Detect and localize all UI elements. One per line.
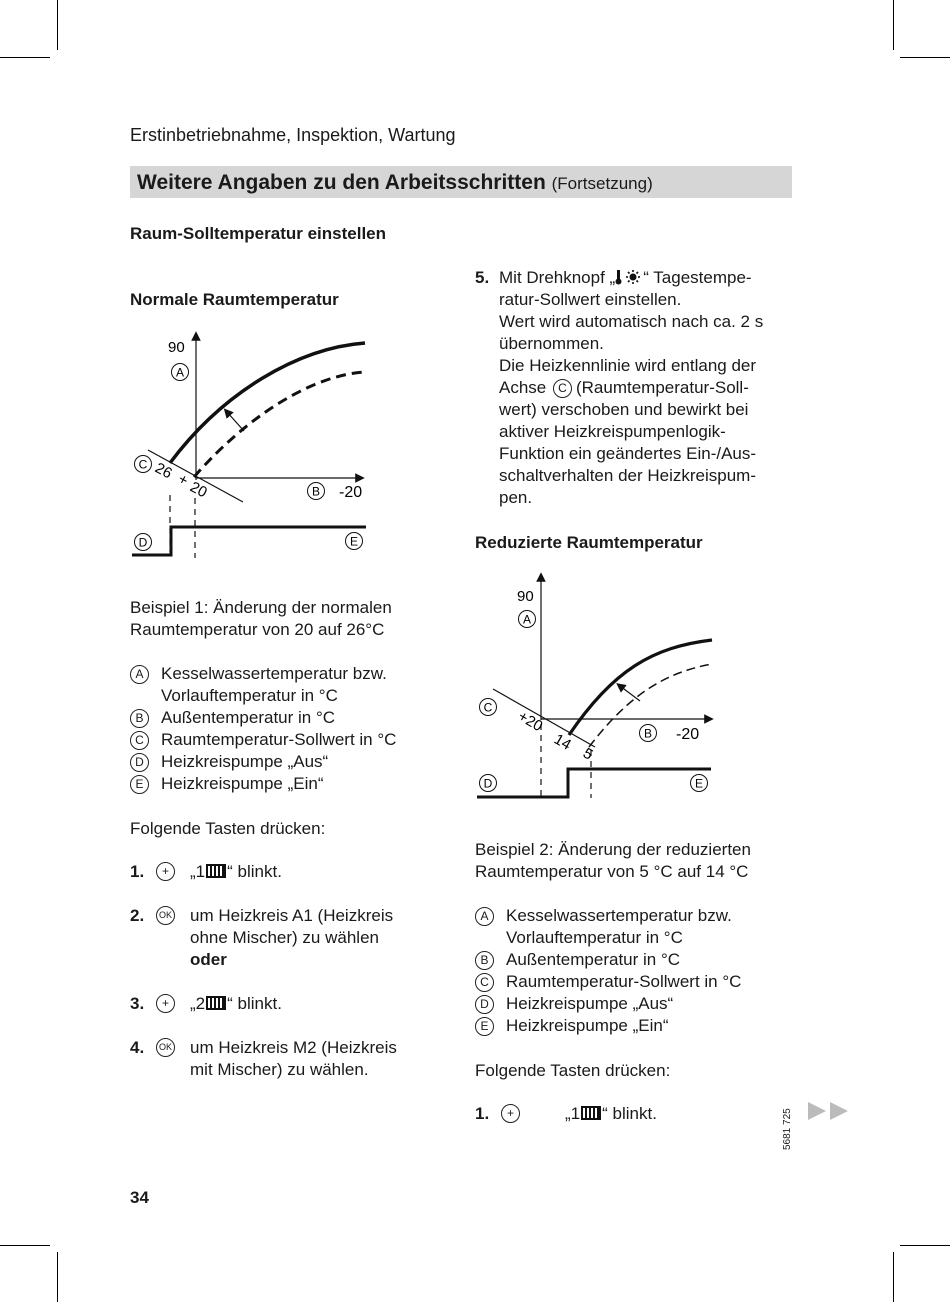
curve-new: [170, 343, 365, 463]
example-2: Beispiel 2: Änderung der reduzierten Raumtemperatur von 5 °C auf 14 °C: [475, 840, 751, 881]
marker-D: [480, 775, 497, 792]
crop-mark: [57, 1252, 58, 1302]
svg-text:E: E: [349, 534, 359, 549]
c-label-5: 5: [580, 744, 596, 764]
legend-item: D Heizkreispumpe „Aus“: [475, 993, 741, 1015]
step-1-right: 1. + „1 “ blinkt.: [475, 1104, 657, 1123]
crop-mark: [893, 1252, 894, 1302]
example-1: Beispiel 1: Änderung der normalen Raumtemperatur von 20 auf 26°C: [130, 598, 392, 639]
keys-heading-left: Folgende Tasten drücken:: [130, 819, 326, 838]
svg-text:A: A: [522, 612, 532, 627]
legend-item: E Heizkreispumpe „Ein“: [475, 1015, 741, 1037]
crop-mark: [900, 1245, 950, 1246]
crop-mark: [900, 57, 950, 58]
marker-E: [346, 533, 363, 550]
document-code: 5681 725: [782, 1108, 793, 1150]
marker-C-inline: C: [553, 379, 572, 398]
marker-A: [172, 364, 189, 381]
svg-text:C: C: [483, 700, 493, 715]
legend-item: D Heizkreispumpe „Aus“: [130, 751, 396, 773]
c-label-14: 14: [551, 730, 574, 754]
x-min-label: -20: [339, 484, 363, 501]
svg-text:E: E: [694, 776, 704, 791]
svg-text:B: B: [643, 726, 653, 741]
radiator-icon: [206, 996, 226, 1010]
pump-line: [477, 769, 711, 797]
ok-key-icon: OK: [156, 906, 175, 925]
step-3-left: 3. + „2 “ blinkt.: [130, 994, 282, 1013]
legend-item: A Kesselwassertemperatur bzw. Vorlauftemperatur in °C: [475, 905, 741, 949]
step-4-left: 4. OK um Heizkreis M2 (Heizkreis mit Mischer) zu wählen.: [130, 1038, 397, 1079]
svg-text:B: B: [311, 484, 321, 499]
running-header: Erstinbetriebnahme, Inspektion, Wartung: [130, 125, 456, 145]
crop-mark: [57, 0, 58, 50]
y-max-label: 90: [168, 339, 185, 356]
c-label-20: 20: [187, 478, 210, 502]
svg-text:A: A: [175, 365, 185, 380]
marker-B: [308, 483, 325, 500]
marker-C: [135, 456, 152, 473]
step-5: 5. Mit Drehknopf „ “ Tagestempe- ratur-Sollwert einstellen. Wert wird automatisch nach ca. 2 s übernommen. Die Heizkennlinie wird entlang der Achse C (Raumtemperatur-Soll- wert) verschoben und bewirkt bei aktiver Heizkreispumpenlogik- Funktion ein geändertes Ein-/Aus- schaltverhalten der Heizkreispum- pen.: [475, 268, 764, 507]
crop-mark: [0, 57, 50, 58]
ok-key-icon: OK: [156, 1038, 175, 1057]
svg-text:C: C: [138, 457, 148, 472]
subheading-reduced: Reduzierte Raumtemperatur: [475, 533, 703, 552]
thermometer-sun-icon: [615, 269, 643, 285]
curve-new: [569, 640, 712, 735]
title-bar: [130, 166, 792, 198]
radiator-icon: [581, 1106, 601, 1120]
plus-key-icon: +: [156, 862, 175, 881]
shift-arrow: [620, 686, 640, 701]
marker-B: [640, 725, 657, 742]
y-max-label: 90: [517, 588, 534, 605]
marker-E: [691, 775, 708, 792]
svg-text:D: D: [138, 535, 148, 550]
diagram-reduced: [473, 572, 723, 804]
shift-arrow: [227, 412, 244, 431]
svg-text:D: D: [483, 776, 493, 791]
c-label-20: +20: [515, 707, 546, 736]
legend-item: B Außentemperatur in °C: [130, 707, 396, 729]
legend-item: E Heizkreispumpe „Ein“: [130, 773, 396, 795]
pump-line: [132, 527, 366, 555]
legend-item: A Kesselwassertemperatur bzw. Vorlauftemperatur in °C: [130, 663, 396, 707]
diagram-normal: [128, 330, 378, 562]
c-label-plus: +: [175, 470, 191, 490]
title-suffix: (Fortsetzung): [551, 174, 653, 193]
step-2-left: 2. OK um Heizkreis A1 (Heizkreis ohne Mischer) zu wählen oder: [130, 906, 394, 969]
plus-key-icon: +: [501, 1104, 520, 1123]
page-title: Weitere Angaben zu den Arbeitsschritten (Fortsetzung): [137, 171, 653, 194]
page-number: 34: [130, 1188, 149, 1207]
step-1-left: 1. + „1 “ blinkt.: [130, 862, 282, 881]
curve-old: [194, 372, 365, 477]
legend-item: C Raumtemperatur-Sollwert in °C: [130, 729, 396, 751]
marker-C: [480, 699, 497, 716]
x-min-label: -20: [676, 726, 700, 743]
section-heading: Raum-Solltemperatur einstellen: [130, 224, 387, 243]
c-label-26: 26: [152, 459, 175, 483]
legend-item: B Außentemperatur in °C: [475, 949, 741, 971]
keys-heading-right: Folgende Tasten drücken:: [475, 1061, 671, 1080]
continue-arrows-icon: [806, 1100, 852, 1122]
marker-A: [519, 611, 536, 628]
crop-mark: [0, 1245, 50, 1246]
radiator-icon: [206, 864, 226, 878]
subheading-normal: Normale Raumtemperatur: [130, 290, 339, 309]
marker-D: [135, 534, 152, 551]
legend-left: [130, 663, 396, 795]
plus-key-icon: +: [156, 994, 175, 1013]
legend-item: C Raumtemperatur-Sollwert in °C: [475, 971, 741, 993]
legend-right: [475, 905, 741, 1037]
crop-mark: [893, 0, 894, 50]
